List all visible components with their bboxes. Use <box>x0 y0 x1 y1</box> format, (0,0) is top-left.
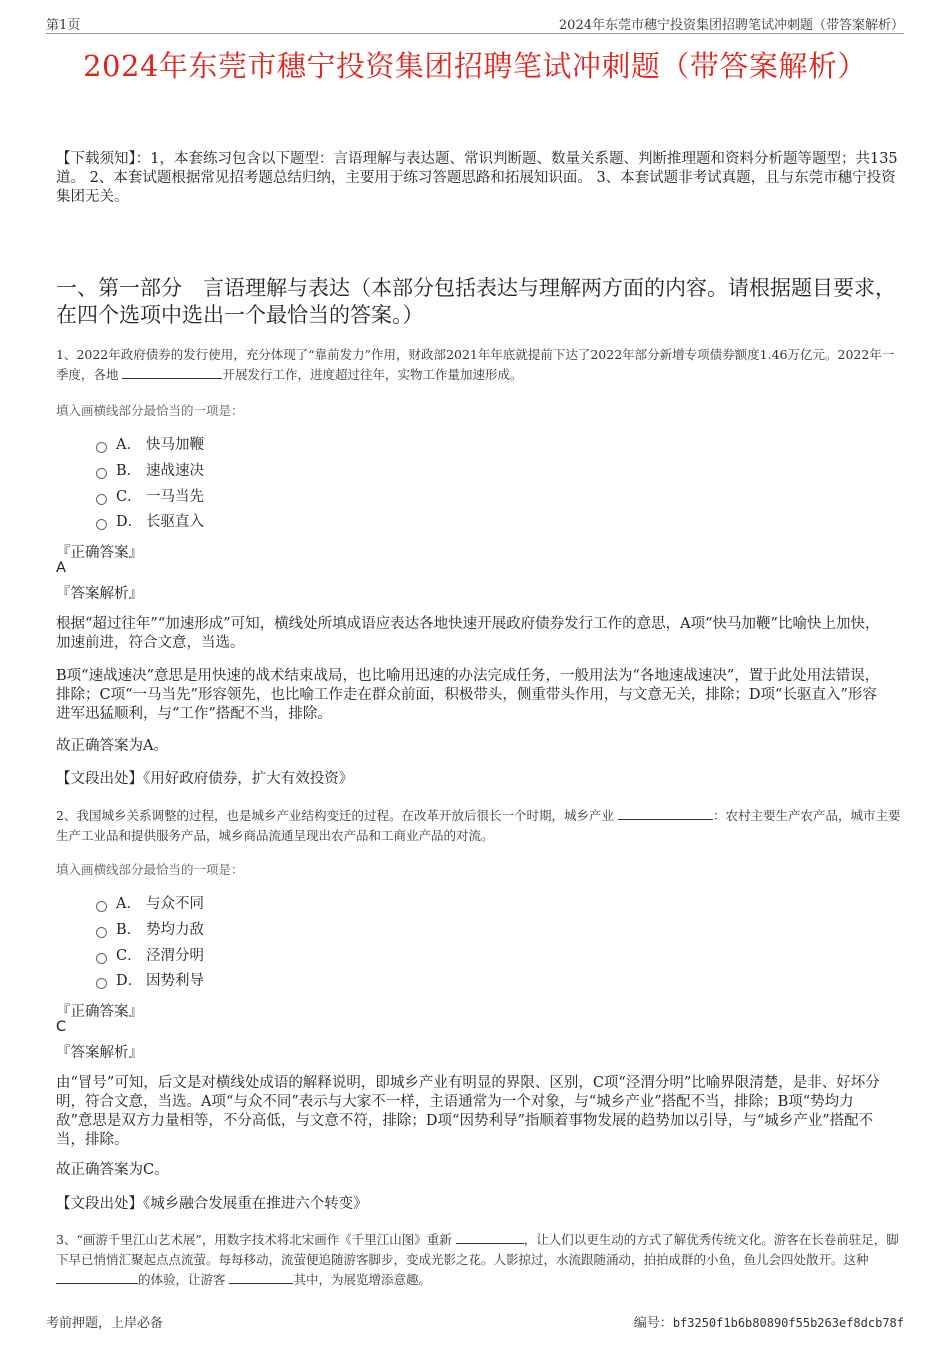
page-header <box>46 14 904 34</box>
footer-code: 编号：bf3250f1b6b80890f55b263ef8dcb78f <box>633 1316 904 1331</box>
answer-blank <box>618 806 713 820</box>
radio-icon[interactable] <box>96 468 107 479</box>
document-title: 2024年东莞市穗宁投资集团招聘笔试冲刺题（带答案解析） <box>83 49 867 83</box>
question-2-option-c[interactable]: C． 泾渭分明 <box>96 946 204 966</box>
answer-label: 『正确答案』 <box>56 545 143 561</box>
page-number: 第1页 <box>46 18 81 33</box>
radio-icon[interactable] <box>96 901 107 912</box>
answer-blank <box>56 1270 138 1284</box>
header-doc-title: 2024年东莞市穗宁投资集团招聘笔试冲刺题（带答案解析） <box>558 18 904 33</box>
radio-icon[interactable] <box>96 494 107 505</box>
correct-answer: C <box>56 1019 67 1035</box>
answer-blank <box>456 1230 524 1244</box>
question-1-stem: 1、2022年政府债券的发行使用，充分体现了“靠前发力”作用，财政部2021年年底就提前下达了2022年部分新增专项债券额度1.46万亿元。2022年一季度，各地 开展发行工作，进度超过往年，实物工作量加速形成。 <box>56 347 895 382</box>
section-heading: 一、第一部分 言语理解与表达（本部分包括表达与理解两方面的内容。请根据题目要求，在四个选项中选出一个最恰当的答案。） <box>56 276 896 327</box>
question-2-prompt: 填入画横线部分最恰当的一项是： <box>56 862 244 877</box>
analysis-label: 『答案解析』 <box>56 1045 143 1061</box>
question-1-option-c[interactable]: C． 一马当先 <box>96 487 204 507</box>
radio-icon[interactable] <box>96 927 107 938</box>
analysis-paragraph: 由“冒号”可知，后文是对横线处成语的解释说明，即城乡产业有明显的界限、区别，C项“泾渭分明”比喻界限清楚，是非、好坏分明，符合文意，当选。A项“与众不同”表示与大家不一样，主语通常为一个对象，与“城乡产业”搭配不当，排除；B项“势均力敌”意思是双方力量相等，不分高低，与文意不符，排除；D项“因势利导”指顺着事物发展的趋势加以引导，与“城乡产业”搭配不当，排除。 <box>56 1075 880 1148</box>
analysis-label: 『答案解析』 <box>56 586 143 602</box>
question-2-option-d[interactable]: D． 因势利导 <box>96 971 204 991</box>
radio-icon[interactable] <box>96 953 107 964</box>
analysis-conclusion: 故正确答案为A。 <box>56 738 168 754</box>
radio-icon[interactable] <box>96 442 107 453</box>
question-3-stem: 3、“画游千里江山艺术展”，用数字技术将北宋画作《千里江山图》重新 ，让人们以更生动的方式了解优秀传统文化。游客在长卷前驻足，脚下早已悄悄汇聚起点点流萤。每每移动，流萤便追随游客脚步，变成光影之花。人影掠过，水流跟随涌动，拍拍成群的小鱼，鱼儿会四处散开。这种 的体验，让游客 其中，为展览增添意趣。 <box>56 1232 899 1287</box>
question-1-option-b[interactable]: B． 速战速决 <box>96 461 204 481</box>
question-1-option-a[interactable]: A． 快马加鞭 <box>96 435 204 455</box>
analysis-paragraph: 根据“超过往年”“加速形成”可知，横线处所填成语应表达各地快速开展政府债券发行工作的意思，A项“快马加鞭”比喻快上加快，加速前进，符合文意，当选。 <box>56 616 880 651</box>
question-1-prompt: 填入画横线部分最恰当的一项是： <box>56 403 244 418</box>
download-notice: 【下载须知】：1，本套练习包含以下题型：言语理解与表达题、常识判断题、数量关系题、判断推理题和资料分析题等题型；共135道。 2、本套试题根据常见招考题总结归纳，主要用于练习答题思路和拓展知识面。 3、本套试题非考试真题，且与东莞市穗宁投资集团无关。 <box>56 151 898 205</box>
question-2-option-a[interactable]: A． 与众不同 <box>96 894 204 914</box>
question-2-stem: 2、我国城乡关系调整的过程，也是城乡产业结构变迁的过程。在改革开放后很长一个时期，城乡产业 ：农村主要生产农产品，城市主要生产工业品和提供服务产品，城乡商品流通呈现出农产品和工商业产品的对流。 <box>56 808 901 843</box>
answer-blank <box>229 1270 293 1284</box>
answer-blank <box>122 365 222 379</box>
answer-label: 『正确答案』 <box>56 1004 143 1020</box>
analysis-paragraph: B项“速战速决”意思是用快速的战术结束战局，也比喻用迅速的办法完成任务，一般用法为“各地速战速决”，置于此处用法错误，排除；C项“一马当先”形容领先，也比喻工作走在群众前面，积极带头，侧重带头作用，与文意无关，排除；D项“长驱直入”形容进军迅猛顺利，与“工作”搭配不当，排除。 <box>56 668 880 722</box>
header-divider <box>46 33 904 34</box>
radio-icon[interactable] <box>96 519 107 530</box>
correct-answer: A <box>56 560 66 576</box>
radio-icon[interactable] <box>96 978 107 989</box>
question-1-option-d[interactable]: D． 长驱直入 <box>96 512 204 532</box>
source-citation: 【文段出处】《用好政府债券，扩大有效投资》 <box>56 771 354 787</box>
source-citation: 【文段出处】《城乡融合发展重在推进六个转变》 <box>56 1196 368 1212</box>
footer-slogan: 考前押题，上岸必备 <box>46 1316 164 1331</box>
analysis-conclusion: 故正确答案为C。 <box>56 1162 169 1178</box>
question-2-option-b[interactable]: B． 势均力敌 <box>96 920 204 940</box>
